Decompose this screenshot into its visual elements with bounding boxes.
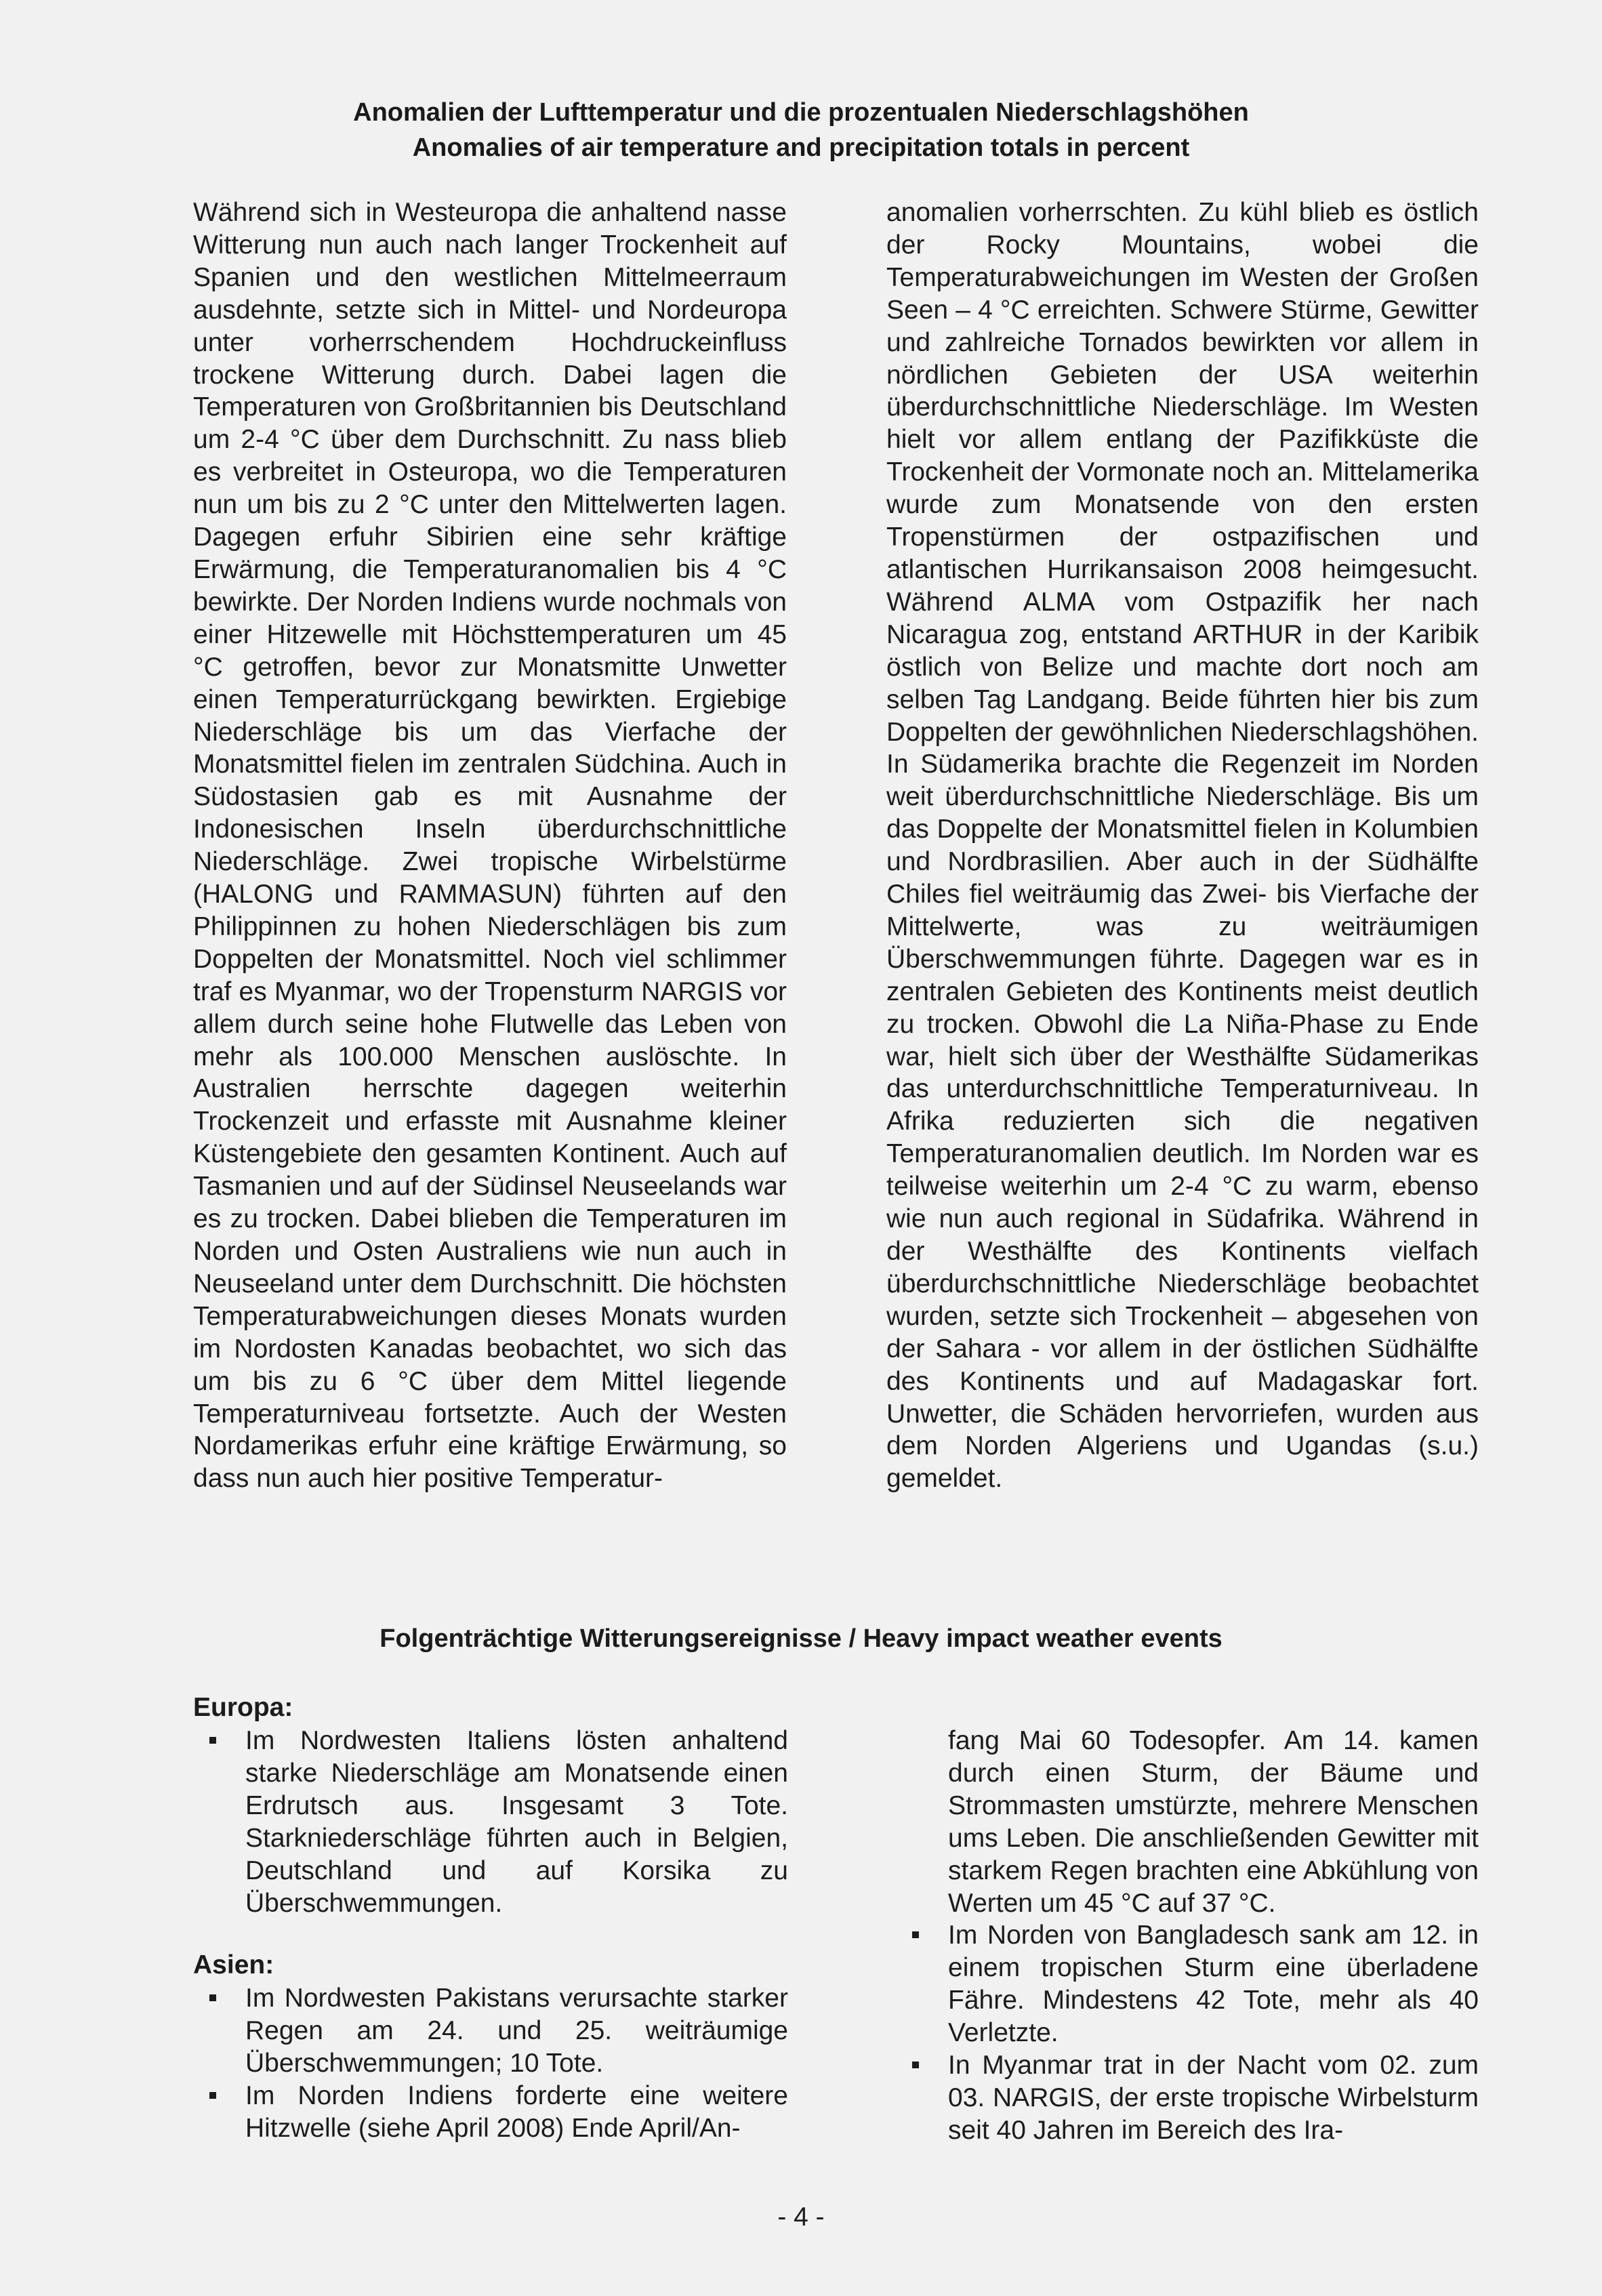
list-item <box>193 2080 788 2145</box>
region-heading-europe: Europa: <box>193 1693 293 1722</box>
europe-event-list <box>193 1725 788 1919</box>
event-text: Im Nordwesten Italiens lösten anhaltend starke Niederschläge am Monatsende einen Erdrutsch aus. Insgesamt 3 Tote. Starkniederschläge führten auch in Belgien, Deutschland und auf Korsika zu Überschwemmungen. <box>245 1726 788 1918</box>
asia-event-list <box>193 1982 788 2145</box>
event-text: In Myanmar trat in der Nacht vom 02. zum 03. NARGIS, der erste tropische Wirbelsturm seit 40 Jahren im Bereich des Ira- <box>948 2051 1479 2145</box>
asia-event-list-continued <box>896 1725 1479 2147</box>
bullet-icon <box>209 1737 216 1744</box>
list-item <box>193 1725 788 1919</box>
event-text: Im Nordwesten Pakistans verursachte starker Regen am 24. und 25. weiträumige Überschwemmungen; 10 Tote. <box>245 1984 788 2078</box>
anomalies-text-right-column: anomalien vorherrschten. Zu kühl blieb es östlich der Rocky Mountains, wobei die Temperaturabweichungen im Westen der Großen Seen – 4 °C erreichten. Schwere Stürme, Gewitter und zahlreiche Tornados bewirkten vor allem in nördlichen Gebieten der USA weiterhin überdurchschnittliche Niederschläge. Im Westen hielt vor allem entlang der Pazifikküste die Trockenheit der Vormonate noch an. Mittelamerika wurde zum Monatsende von den ersten Tropenstürmen der ostpazifischen und atlantischen Hurrikansaison 2008 heimgesucht. Während ALMA vom Ostpazifik her nach Nicaragua zog, entstand ARTHUR in der Karibik östlich von Belize und machte dort noch am selben Tag Landgang. Beide führten hier bis zum Doppelten der gewöhnlichen Niederschlagshöhen. In Südamerika brachte die Regenzeit im Norden weit überdurchschnittliche Niederschläge. Bis um das Doppelte der Monatsmittel fielen in Kolumbien und Nordbrasilien. Aber auch in der Südhälfte Chiles fiel weiträumig das Zwei- bis Vierfache der Mittelwerte, was zu weiträumigen Überschwemmungen führte. Dagegen war es in zentralen Gebieten des Kontinents meist deutlich zu trocken. Obwohl die La Niña-Phase zu Ende war, hielt sich über der Westhälfte Südamerikas das unterdurchschnittliche Temperaturniveau. In Afrika reduzierten sich die negativen Temperaturanomalien deutlich. Im Norden war es teilweise weiterhin um 2-4 °C zu warm, ebenso wie nun auch regional in Südafrika. Während in der Westhälfte des Kontinents vielfach überdurchschnittliche Niederschläge beobachtet wurden, setzte sich Trockenheit – abgesehen von der Sahara - vor allem in der östlichen Südhälfte des Kontinents und auf Madagaskar fort. Unwetter, die Schäden hervorriefen, wurden aus dem Norden Algeriens und Ugandas (s.u.) gemeldet. <box>886 198 1479 1494</box>
page-number: - 4 - <box>777 2202 825 2232</box>
page-title-english: Anomalies of air temperature and precipitation totals in percent <box>412 134 1190 162</box>
bullet-icon <box>209 1994 216 2001</box>
event-text: fang Mai 60 Todesopfer. Am 14. kamen durch einen Sturm, der Bäume und Strommasten umstürzte, mehrere Menschen ums Leben. Die anschließenden Gewitter mit starkem Regen brachten eine Abkühlung von Werten um 45 °C auf 37 °C. <box>948 1726 1479 1918</box>
page-title-german: Anomalien der Lufttemperatur und die prozentualen Niederschlagshöhen <box>353 98 1249 127</box>
list-item-continuation <box>896 1725 1479 1919</box>
list-item <box>896 1919 1479 2049</box>
event-text: Im Norden Indiens forderte eine weitere Hitzwelle (siehe April 2008) Ende April/An- <box>245 2080 788 2143</box>
region-heading-asia: Asien: <box>193 1950 274 1980</box>
list-item <box>896 2049 1479 2147</box>
anomalies-text-left-column: Während sich in Westeuropa die anhaltend nasse Witterung nun auch nach langer Trockenheit auf Spanien und den westlichen Mittelmeerraum ausdehnte, setzte sich in Mittel- und Nordeuropa unter vorherrschendem Hochdruckeinfluss trockene Witterung durch. Dabei lagen die Temperaturen von Großbritannien bis Deutschland um 2-4 °C über dem Durchschnitt. Zu nass blieb es verbreitet in Osteuropa, wo die Temperaturen nun um bis zu 2 °C unter den Mittelwerten lagen. Dagegen erfuhr Sibirien eine sehr kräftige Erwärmung, die Temperaturanomalien bis 4 °C bewirkte. Der Norden Indiens wurde nochmals von einer Hitzewelle mit Höchsttemperaturen um 45 °C getroffen, bevor zur Monatsmitte Unwetter einen Temperaturrückgang bewirkten. Ergiebige Niederschläge bis um das Vierfache der Monatsmittel fielen im zentralen Südchina. Auch in Südostasien gab es mit Ausnahme der Indonesischen Inseln überdurchschnittliche Niederschläge. Zwei tropische Wirbelstürme (HALONG und RAMMASUN) führten auf den Philippinnen zu hohen Niederschlägen bis zum Doppelten der Monatsmittel. Noch viel schlimmer traf es Myanmar, wo der Tropensturm NARGIS vor allem durch seine hohe Flutwelle das Leben von mehr als 100.000 Menschen auslöschte. In Australien herrschte dagegen weiterhin Trockenzeit und erfasste mit Ausnahme kleiner Küstengebiete den gesamten Kontinent. Auch auf Tasmanien und auf der Südinsel Neuseelands war es zu trocken. Dabei blieben die Temperaturen im Norden und Osten Australiens wie nun auch in Neuseeland unter dem Durchschnitt. Die höchsten Temperaturabweichungen dieses Monats wurden im Nordosten Kanadas beobachtet, wo sich das um bis zu 6 °C über dem Mittel liegende Temperaturniveau fortsetzte. Auch der Westen Nordamerikas erfuhr eine kräftige Erwärmung, so dass nun auch hier positive Temperatur- <box>193 198 787 1494</box>
bullet-icon <box>912 2062 919 2068</box>
bullet-icon <box>912 1931 919 1938</box>
bullet-icon <box>209 2092 216 2099</box>
event-text: Im Norden von Bangladesch sank am 12. in einem tropischen Sturm eine überladene Fähre. Mindestens 42 Tote, mehr als 40 Verletzte. <box>948 1921 1479 2048</box>
list-item <box>193 1982 788 2080</box>
events-section-title: Folgenträchtige Witterungsereignisse / Heavy impact weather events <box>379 1624 1223 1653</box>
